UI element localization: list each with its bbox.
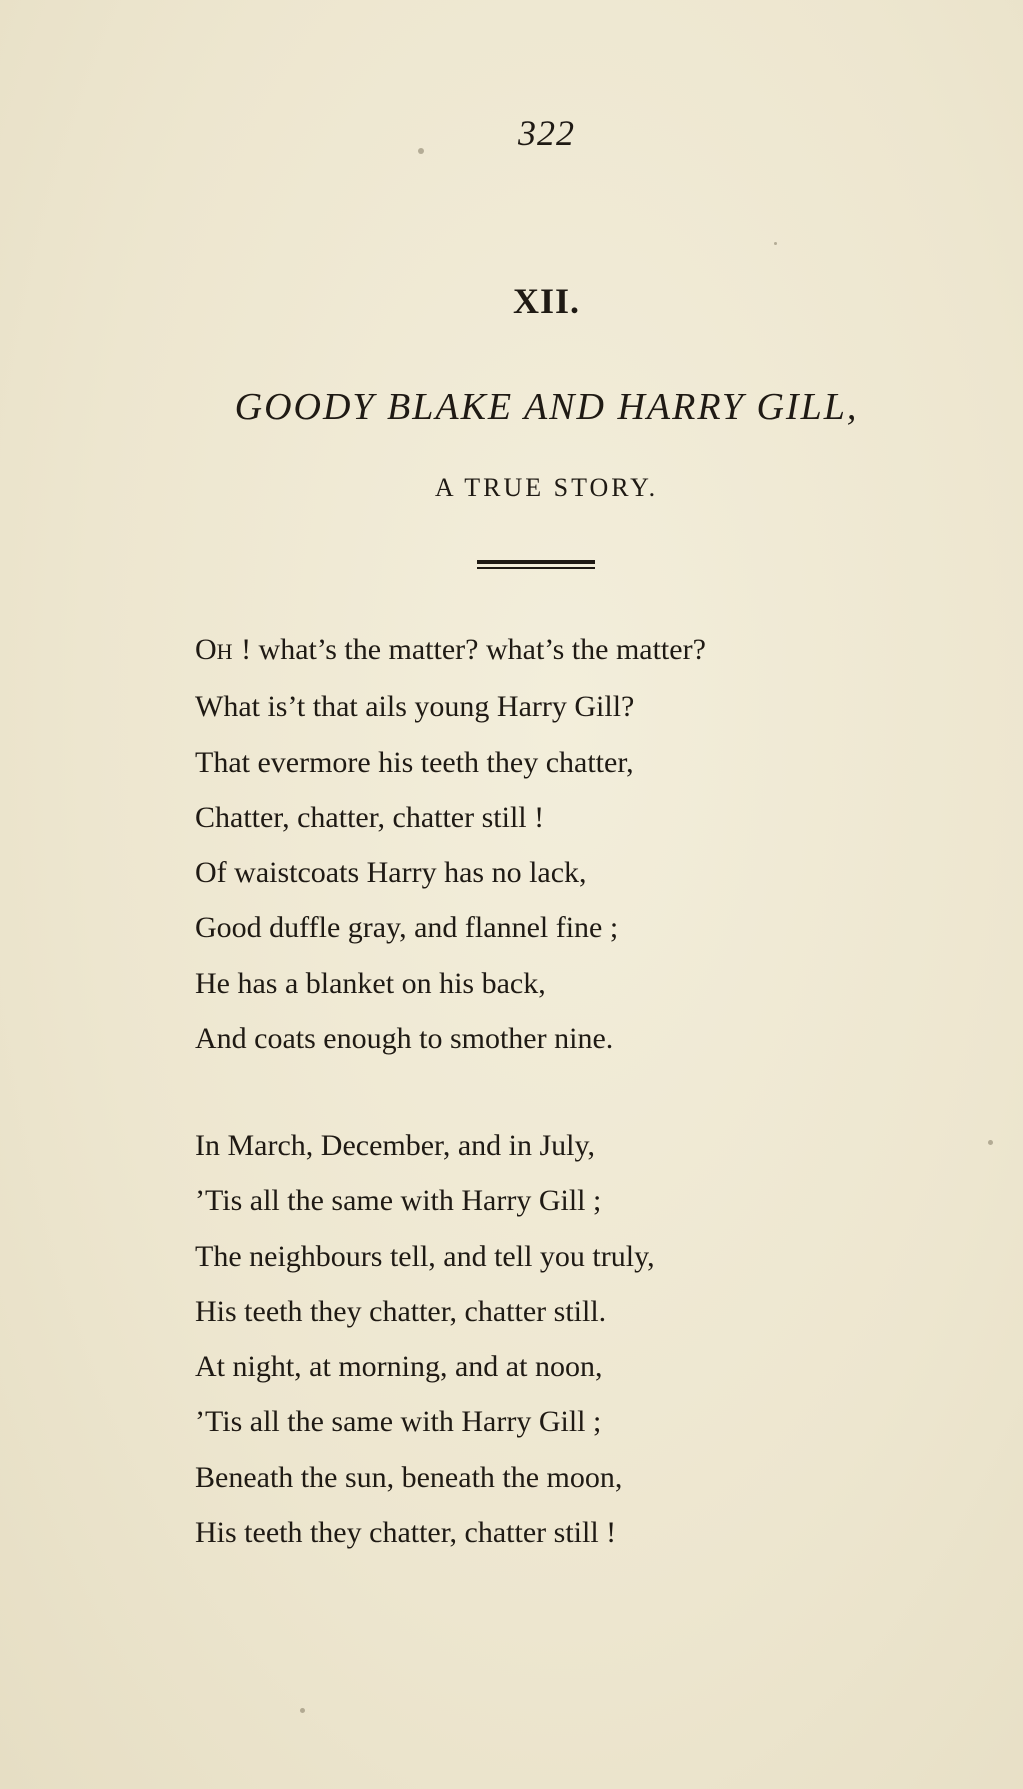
poem-line: ’Tis all the same with Harry Gill ; — [195, 1405, 602, 1439]
poem-line: His teeth they chatter, chatter still. — [195, 1294, 607, 1328]
poem-line: Of waistcoats Harry has no lack, — [195, 856, 587, 890]
smallcap-letter: H — [216, 639, 234, 664]
paper-speck — [988, 1140, 993, 1145]
paper-speck — [300, 1708, 305, 1713]
poem-line: He has a blanket on his back, — [195, 966, 546, 1000]
poem-line: Beneath the sun, beneath the moon, — [195, 1460, 623, 1494]
poem-line: That evermore his teeth they chatter, — [195, 745, 634, 779]
decorative-double-rule — [477, 560, 595, 572]
poem-line: And coats enough to smother nine. — [195, 1022, 614, 1056]
first-line-rest: ! what’s the matter? what’s the matter? — [233, 633, 706, 666]
poem-line: His teeth they chatter, chatter still ! — [195, 1516, 617, 1550]
paper-speck — [418, 148, 424, 154]
stanza-1 — [195, 622, 706, 1066]
poem-line: At night, at morning, and at noon, — [195, 1350, 603, 1384]
poem-line: The neighbours tell, and tell you truly, — [195, 1239, 655, 1273]
paper-speck — [774, 242, 777, 245]
poem-line: What is’t that ails young Harry Gill? — [195, 690, 635, 724]
poem-line: Chatter, chatter, chatter still ! — [195, 800, 545, 834]
dropcap-letter: O — [195, 633, 217, 666]
poem-line-1 — [195, 622, 706, 679]
stanza-2 — [195, 1118, 655, 1560]
poem-line: In March, December, and in July, — [195, 1129, 596, 1162]
section-number: XII. — [512, 281, 581, 321]
poem-line: Good duffle gray, and flannel fine ; — [195, 911, 619, 945]
poem-title: GOODY BLAKE AND HARRY GILL, — [234, 386, 859, 428]
poem-subtitle: A TRUE STORY. — [434, 473, 659, 502]
page-number: 322 — [518, 113, 575, 153]
poem-line: ’Tis all the same with Harry Gill ; — [195, 1184, 602, 1218]
